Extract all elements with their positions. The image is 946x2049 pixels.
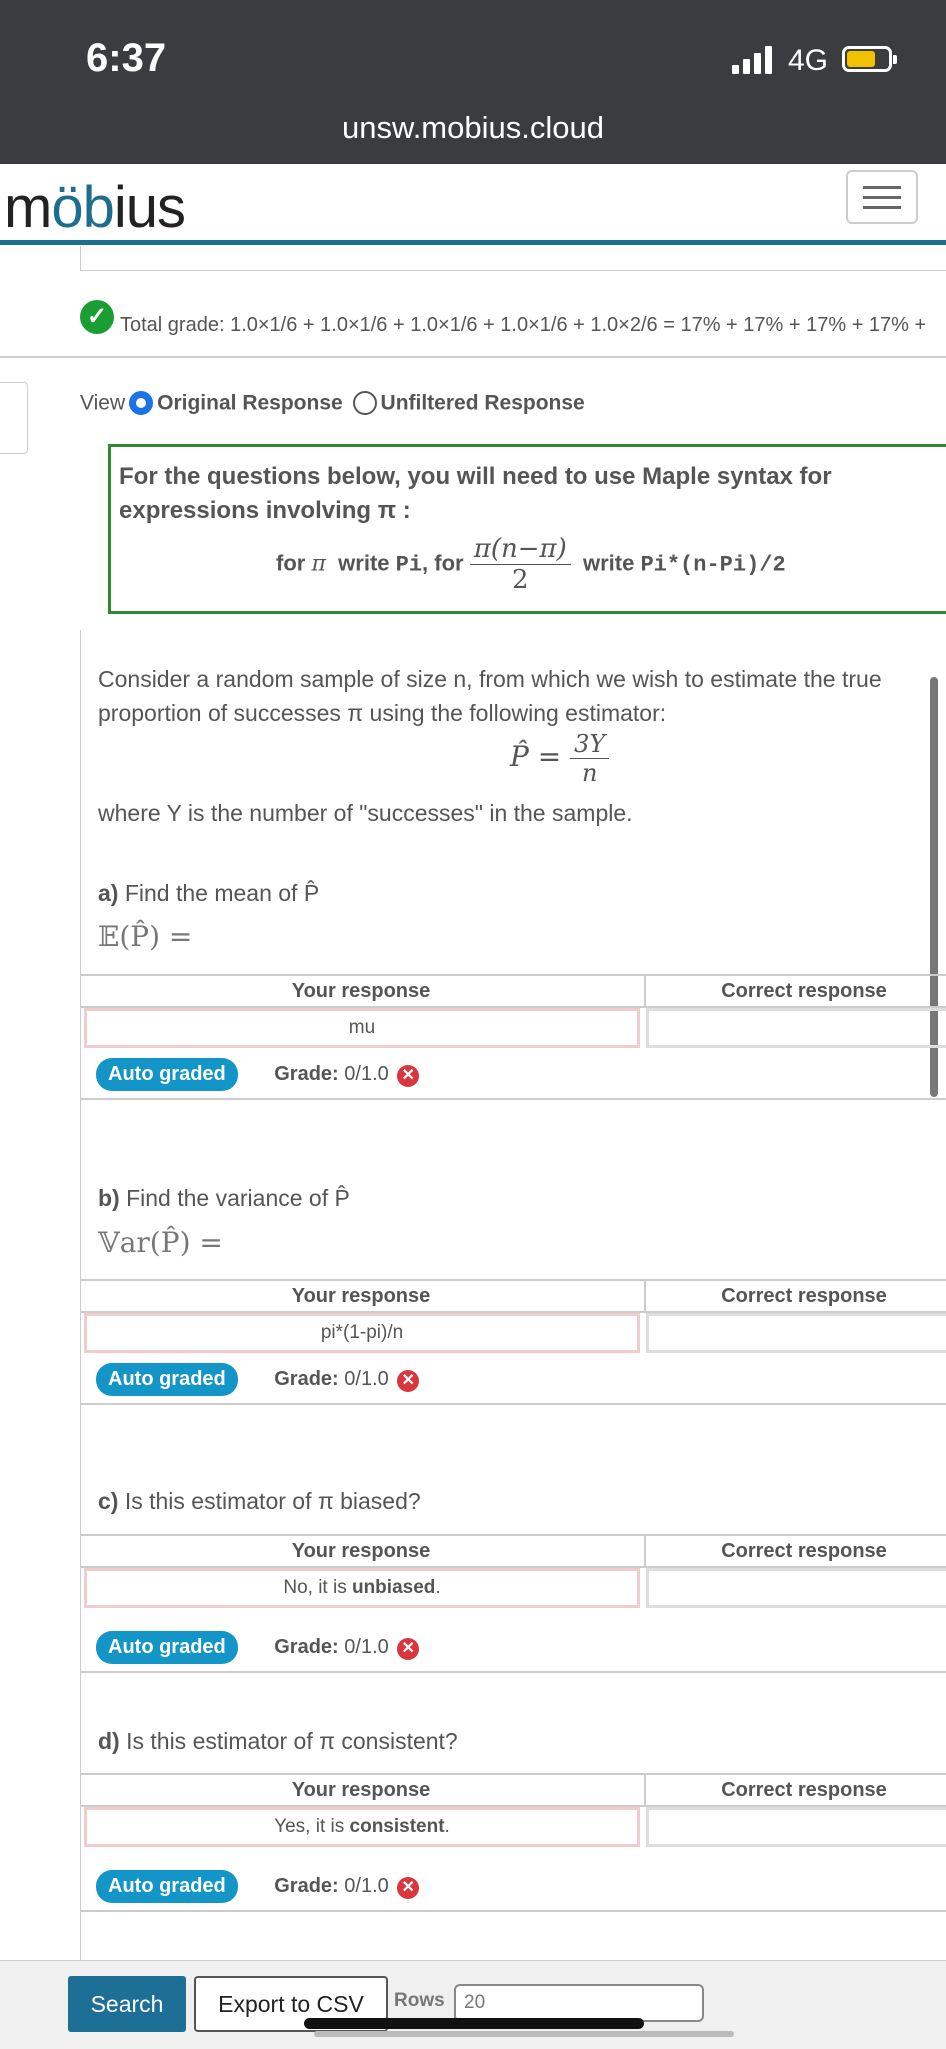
menu-icon [863,186,901,189]
correct-response-header: Correct response [644,976,946,1006]
side-panel-edge [0,382,28,454]
check-circle-icon: ✓ [80,300,114,334]
home-indicator-shadow [314,2031,734,2037]
fraction: $\frac{\pi(n-\pi)}{2}$ [470,534,571,595]
question-d-your-response: Yes, it is consistent. [84,1807,640,1847]
view-label: View [80,391,126,415]
question-c-grade: Grade: 0/1.0 [274,1636,389,1658]
question-b-correct-response [646,1313,946,1353]
divider [80,1098,946,1100]
divider [80,1671,946,1673]
question-b-title: b) Find the variance of P̂ [98,1185,350,1211]
question-a-grade: Grade: 0/1.0 [274,1063,389,1085]
incorrect-icon: ✕ [397,1370,419,1392]
question-b-grade: Grade: 0/1.0 [274,1368,389,1390]
maple-note-example: for π write Pi, for $\frac{\pi(n-\pi)}{2}$ write Pi*(n-Pi)/2 [276,534,786,595]
question-c-correct-response [646,1568,946,1608]
question-c-grade-row [96,1631,419,1664]
view-toggle [80,391,585,415]
auto-graded-badge: Auto graded [96,1870,238,1903]
incorrect-icon: ✕ [397,1877,419,1899]
total-grade: Total grade: 1.0×1/6 + 1.0×1/6 + 1.0×1/6 + 1.0×1/6 + 1.0×2/6 = 17% + 17% + 17% + 17% + [120,314,927,336]
status-time: 6:37 [86,36,167,80]
question-d-grade: Grade: 0/1.0 [274,1875,389,1897]
question-c-your-response: No, it is unbiased. [84,1568,640,1608]
maple-note-text: For the questions below, you will need to use Maple syntax for expressions involving π : [119,463,832,524]
estimator-formula: P̂ = $\frac{3Y}{n}$ [510,730,609,787]
rows-input[interactable] [454,1984,704,2022]
auto-graded-badge: Auto graded [96,1363,238,1396]
home-indicator[interactable] [304,2018,644,2029]
question-a-title: a) Find the mean of P̂ [98,880,320,906]
search-button[interactable]: Search [68,1976,186,2032]
signal-icon [732,44,778,74]
question-a-expression: 𝔼(P̂) = [98,920,193,953]
question-b-your-response: pi*(1-pi)/n [84,1313,640,1353]
question-c-title: c) Is this estimator of π biased? [98,1488,421,1514]
incorrect-icon: ✕ [397,1638,419,1660]
question-d-correct-response [646,1807,946,1847]
divider [80,1403,946,1405]
incorrect-icon: ✕ [397,1065,419,1087]
question-b-expression: 𝕍ar(P̂) = [98,1226,223,1259]
auto-graded-badge: Auto graded [96,1058,238,1091]
mobius-logo[interactable]: möbius [4,175,186,240]
auto-graded-badge: Auto graded [96,1631,238,1664]
question-d-grade-row [96,1870,419,1903]
divider [0,356,946,358]
divider [80,1910,946,1912]
question-intro: Consider a random sample of size n, from which we wish to estimate the true proportion of successes π using the following estimator: [98,666,882,726]
your-response-header: Your response [291,980,431,1002]
previous-section-box [80,246,946,271]
unfiltered-response-radio[interactable] [353,391,377,415]
browser-url[interactable]: unsw.mobius.cloud [342,110,604,145]
hamburger-menu-button[interactable] [846,170,918,224]
battery-icon [842,46,892,72]
question-d-title: d) Is this estimator of π consistent? [98,1728,458,1754]
original-response-radio[interactable] [129,391,153,415]
network-type: 4G [788,44,829,77]
question-a-grade-row [96,1058,419,1091]
question-b-grade-row [96,1363,419,1396]
export-csv-button[interactable]: Export to CSV [194,1976,388,2032]
where-text: where Y is the number of "successes" in the sample. [98,800,633,826]
question-a-your-response: mu [84,1008,640,1048]
question-a-correct-response [646,1008,946,1048]
rows-label: Rows [394,1990,445,2011]
original-response-label[interactable]: Original Response [157,391,343,415]
unfiltered-response-label[interactable]: Unfiltered Response [380,391,585,415]
